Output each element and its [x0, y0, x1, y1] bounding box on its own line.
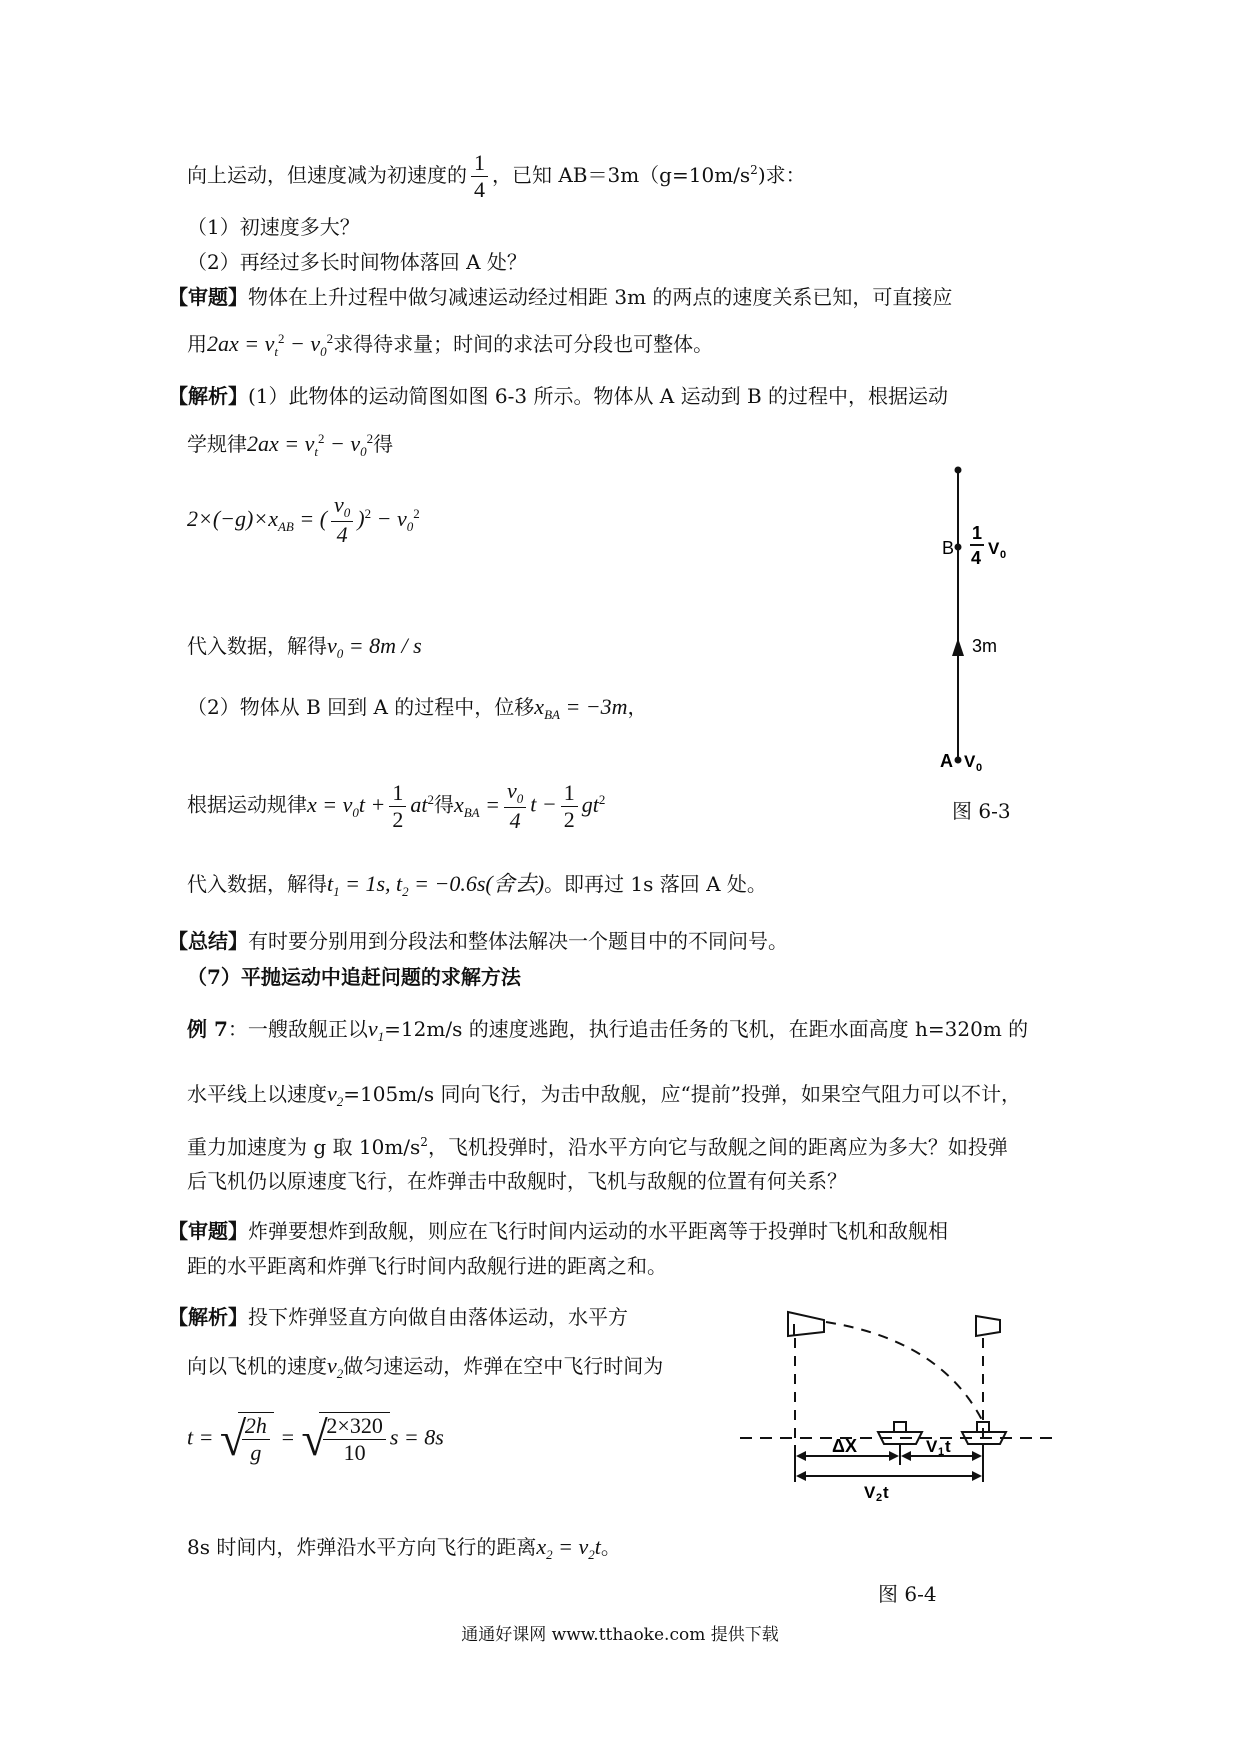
svg-text:1: 1: [938, 1446, 945, 1458]
label-delta-x: ΔX: [832, 1436, 857, 1456]
summary-tag: 【总结】: [168, 929, 248, 953]
analysis-1-line2: 用$2ax = v_t^2 - v_0^2$求得待求量；时间的求法可分段也可整体。: [187, 331, 714, 359]
svg-text:0: 0: [1000, 549, 1007, 561]
example-tag: 例 7: [187, 1017, 228, 1041]
solution-2-line2: 向以飞机的速度$v_2$做匀速运动，炸弹在空中飞行时间为: [187, 1353, 664, 1381]
example-7-line4: 后飞机仍以原速度飞行，在炸弹击中敌舰时，飞机与敌舰的位置有何关系？: [187, 1169, 847, 1193]
point-A: [955, 757, 962, 764]
label-B: B: [942, 538, 955, 558]
analysis-2-line: 【审题】炸弹要想炸到敌舰，则应在飞行时间内运动的水平距离等于投弹时飞机和敌舰相: [168, 1219, 948, 1243]
sqrt-expression-2: √ $\frac{2\times 320}{10}$: [301, 1412, 389, 1466]
top-point: [955, 467, 962, 474]
section-7-heading: （7）平抛运动中追赶问题的求解方法: [187, 965, 521, 989]
analysis-tag: 【审题】: [168, 285, 248, 309]
plane-end-icon: [976, 1316, 1000, 1336]
svg-text:0: 0: [976, 762, 983, 774]
distance-line: 8s 时间内，炸弹沿水平方向飞行的距离$x_2 = v_2t$。: [187, 1534, 621, 1562]
analysis-2-line2: 距的水平距离和炸弹飞行时间内敌舰行进的距离之和。: [187, 1254, 667, 1278]
example-7-line3: 重力加速度为 g 取 $10m/s^2$，飞机投弹时，沿水平方向它与敌舰之间的距离应为多大？如投弹: [187, 1135, 1008, 1159]
motion-law-line: 根据运动规律$x = v_0t$ + $\frac{1}{2}$ $at^2$得$x_{BA}$ = $\frac{v_0}{4}$ t − $\frac{1}{2}$ $gt^2$: [187, 778, 606, 833]
label-v1t: V: [926, 1437, 938, 1456]
result-1: 代入数据，解得$v_0 = 8m / s$: [187, 633, 422, 661]
label-quarter-num: 1: [972, 523, 983, 543]
time-equation: t = √ $\frac{2h}{g}$ = √ $\frac{2\times 320}{10}$ s = 8s: [187, 1413, 444, 1466]
example-7-line1: 例 7：一艘敌舰正以$v_1=12m/s$ 的速度逃跑，执行追击任务的飞机，在距水面高度 h=320m 的: [187, 1016, 1029, 1044]
analysis-tag: 【审题】: [168, 1219, 248, 1243]
svg-text:t: t: [883, 1483, 889, 1502]
svg-text:t: t: [945, 1437, 951, 1456]
sqrt-expression-1: √ $\frac{2h}{g}$: [220, 1412, 274, 1466]
quarter-fraction: $\frac{1}{4}$: [471, 150, 488, 203]
problem-intro-line: 向上运动，但速度减为初速度的 $\frac{1}{4}$ ，已知 $AB=3m(g=10m/s^2)$求：: [187, 150, 806, 202]
figure-6-3: [930, 460, 1030, 780]
figure-6-4: [740, 1300, 1060, 1560]
analysis-1-line: 【审题】物体在上升过程中做匀减速运动经过相距 3m 的两点的速度关系已知，可直接应: [168, 285, 953, 309]
figure-6-4-caption: 图 6-4: [878, 1582, 937, 1606]
label-v2t: V: [864, 1483, 876, 1502]
solution-1-line2: 学规律$2ax = v_t^2 - v_0^2$得: [187, 431, 394, 459]
kinematic-equation-2: $2ax = v_t^2 - v_0^2$: [247, 431, 374, 459]
part-2-line: （2）物体从 B 回到 A 的过程中，位移$x_{BA} = -3m$，: [187, 694, 648, 722]
figure-6-3-caption: 图 6-3: [952, 799, 1011, 823]
result-2: 代入数据，解得$t_1 = 1s$, $t_2 = -0.6s$(舍去)。即再过 1s 落回 A 处。: [187, 871, 767, 899]
intro-text: 向上运动，但速度减为初速度的: [187, 163, 467, 187]
solution-tag: 【解析】: [168, 1305, 248, 1329]
kinematic-equation: $2ax = v_t^2 - v_0^2$: [207, 331, 334, 359]
page-footer: 通通好课网 www.tthaoke.com 提供下载: [461, 1625, 779, 1645]
summary-line: 【总结】有时要分别用到分段法和整体法解决一个题目中的不同问号。: [168, 929, 788, 953]
solution-tag: 【解析】: [168, 384, 248, 408]
label-A: A: [940, 751, 953, 771]
label-v0-top: V: [988, 539, 1000, 558]
solution-2-line: 【解析】投下炸弹竖直方向做自由落体运动，水平方: [168, 1305, 628, 1329]
svg-text:2: 2: [876, 1492, 883, 1504]
bomb-trajectory: [826, 1322, 982, 1420]
label-v0-bottom: V: [964, 752, 976, 771]
label-3m: 3m: [972, 636, 998, 656]
point-B: [955, 544, 962, 551]
upward-arrow-icon: [952, 638, 964, 656]
solution-1-line: 【解析】(1）此物体的运动简图如图 6-3 所示。物体从 A 运动到 B 的过程中，根据运动: [168, 384, 949, 408]
label-quarter-den: 4: [971, 548, 982, 568]
question-1: （1）初速度多大？: [187, 215, 360, 239]
example-7-line2: 水平线上以速度$v_2=105m/s$ 同向飞行，为击中敌舰，应“提前”投弹，如果空气阻力可以不计，: [187, 1081, 1021, 1109]
question-2: （2）再经过多长时间物体落回 A 处？: [187, 250, 527, 274]
equation-substitution: $2\times(-g)\times x_{AB}$ = ( $\frac{v_0}{4}$ )$^2 - v_0^2$: [187, 492, 420, 547]
